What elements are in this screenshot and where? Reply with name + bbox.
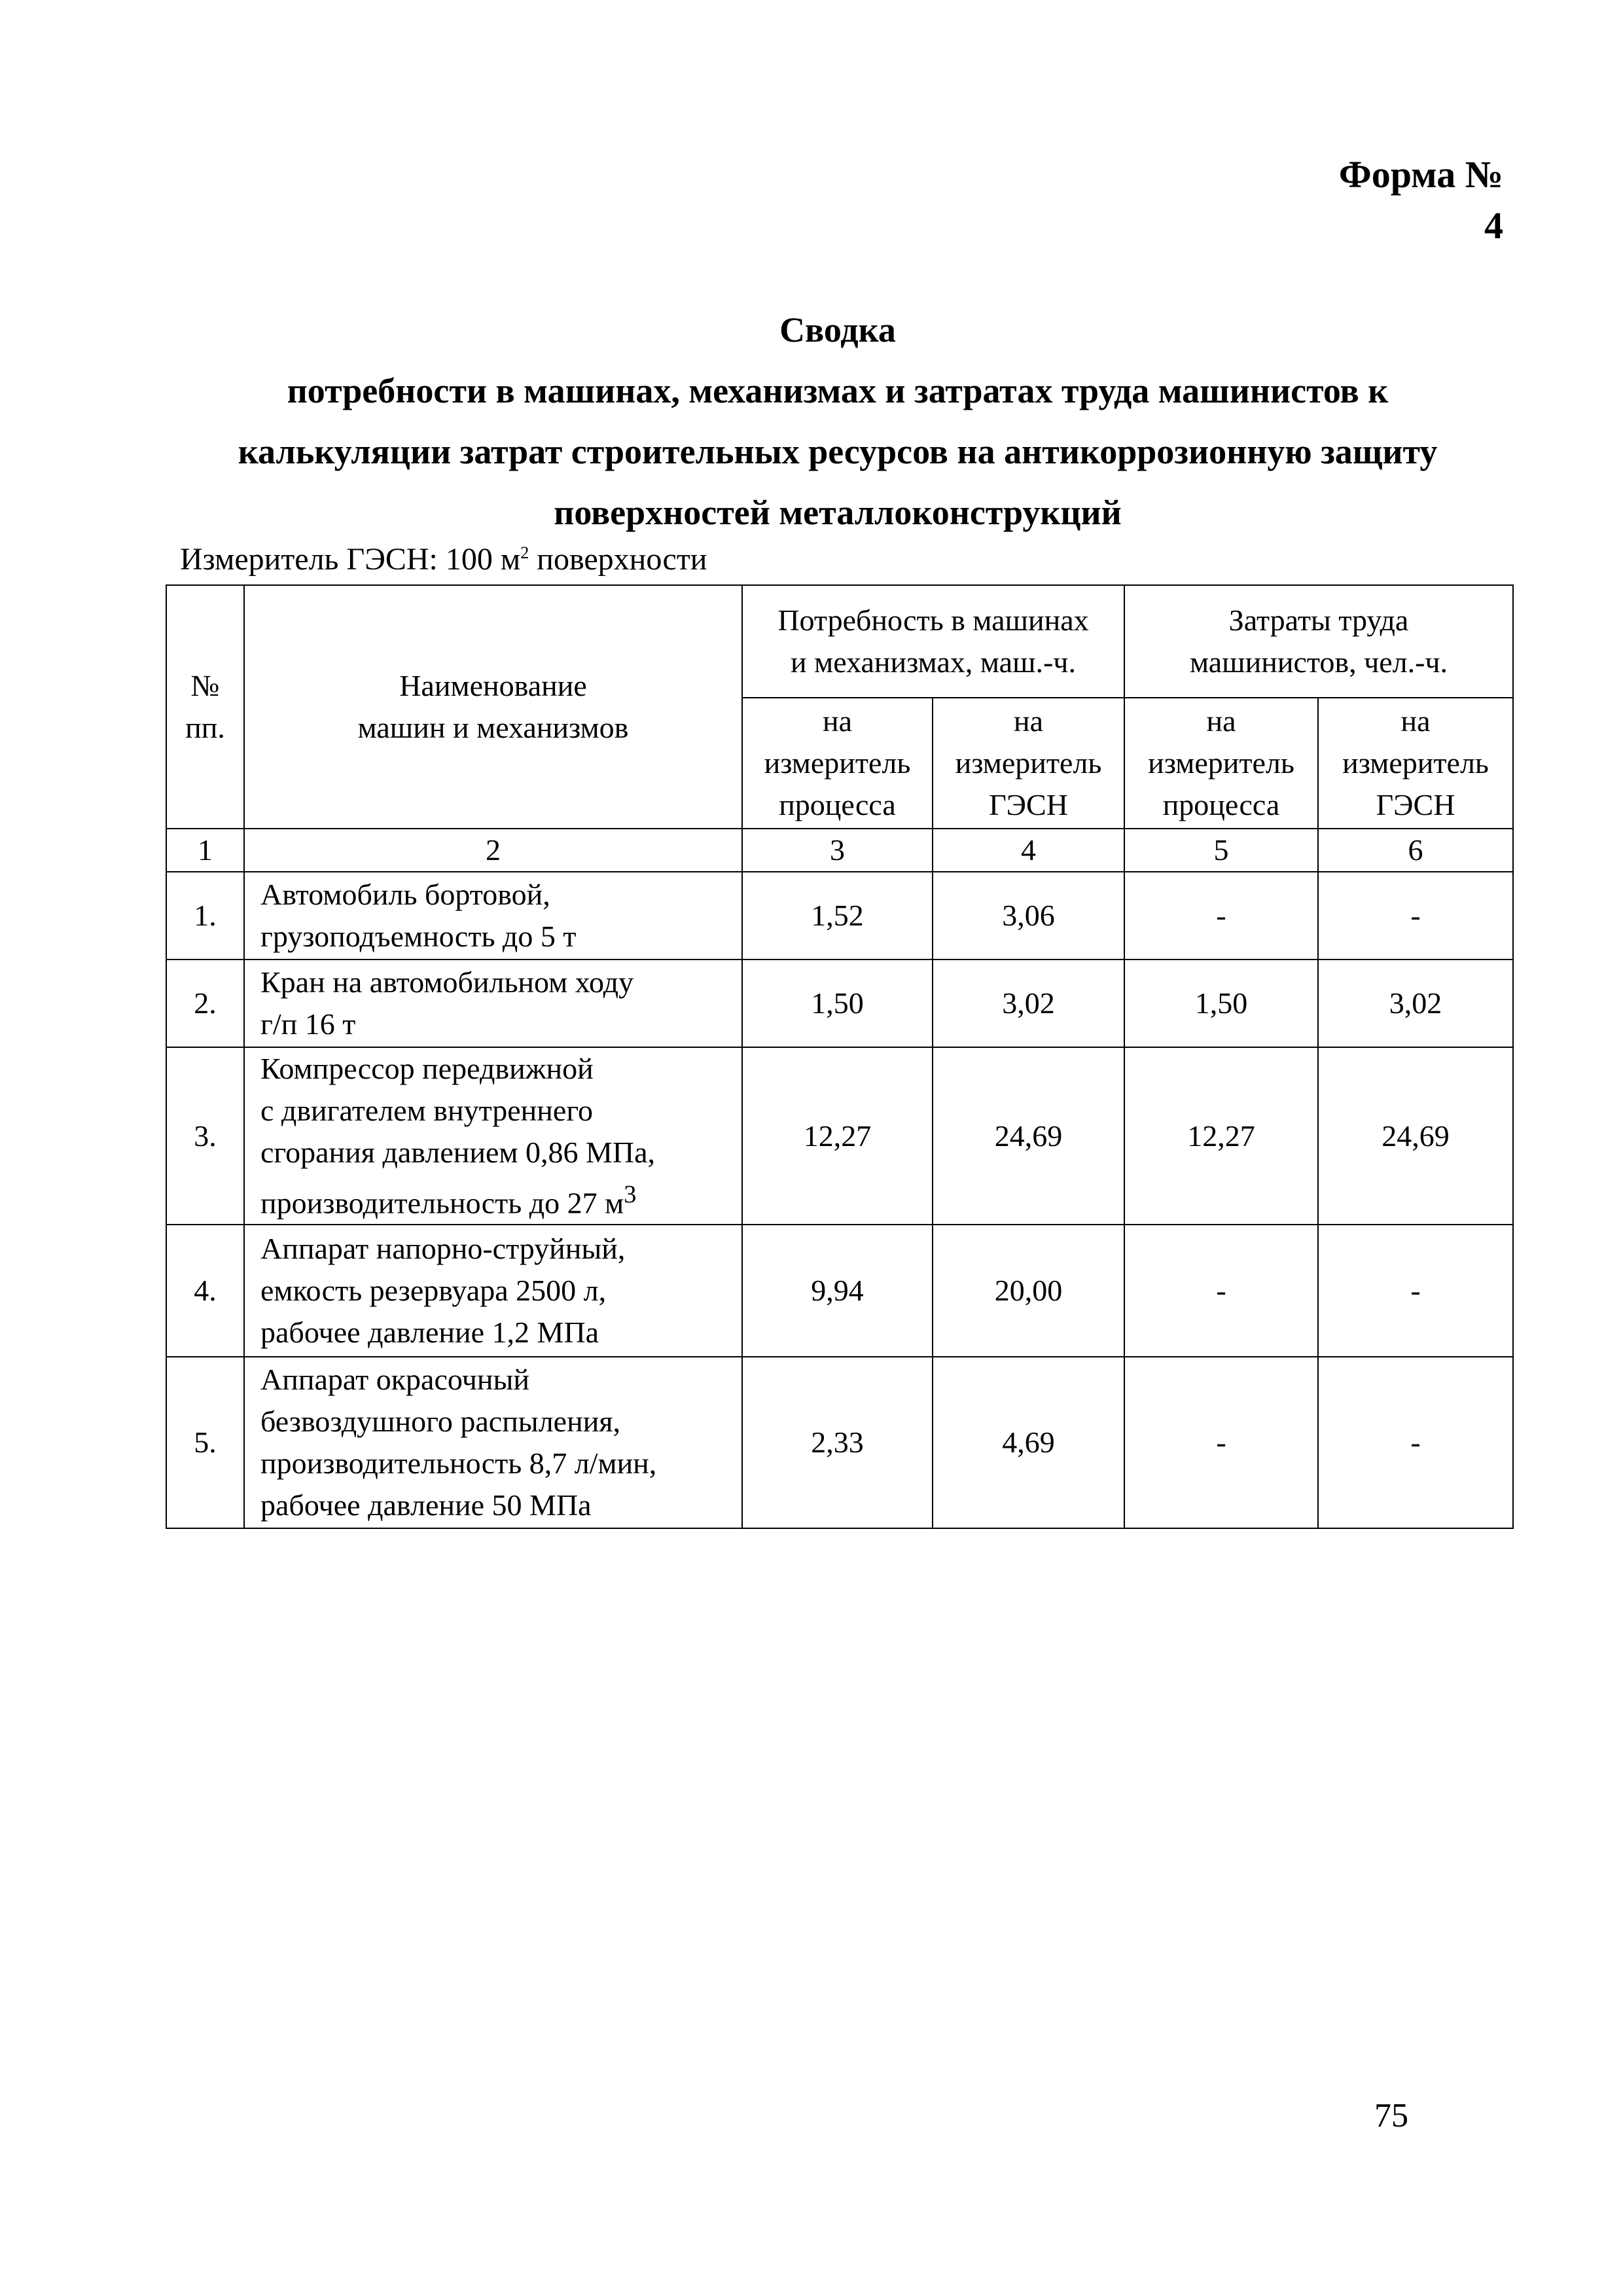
machine-name-text: производительность 8,7 л/мин, bbox=[260, 1446, 657, 1480]
header-need-line: Потребность в машинах bbox=[777, 603, 1089, 637]
subheader-line: ГЭСН bbox=[1376, 788, 1455, 821]
machine-name-line bbox=[260, 1132, 735, 1174]
header-num-line: № bbox=[190, 669, 220, 702]
labor-per-process: - bbox=[1124, 1357, 1318, 1528]
need-per-gesn: 24,69 bbox=[933, 1047, 1124, 1225]
table-row bbox=[166, 1357, 1513, 1528]
subheader-line: на bbox=[1206, 704, 1236, 738]
row-number: 3. bbox=[166, 1047, 244, 1225]
machine-name-line bbox=[260, 874, 735, 916]
labor-per-gesn: - bbox=[1318, 872, 1513, 960]
machine-name-line bbox=[260, 916, 735, 958]
need-per-process: 1,52 bbox=[742, 872, 933, 960]
header-need-line: и механизмах, маш.-ч. bbox=[791, 645, 1076, 679]
labor-per-gesn: - bbox=[1318, 1225, 1513, 1357]
need-per-process: 1,50 bbox=[742, 960, 933, 1047]
machine-name-text: Кран на автомобильном ходу bbox=[260, 965, 634, 999]
labor-per-process: - bbox=[1124, 1225, 1318, 1357]
labor-per-process: - bbox=[1124, 872, 1318, 960]
machine-name-line bbox=[260, 1090, 735, 1132]
machine-name-line bbox=[260, 1312, 735, 1354]
machine-name bbox=[244, 872, 742, 960]
header-labor-line: Затраты труда bbox=[1228, 603, 1409, 637]
machine-name bbox=[244, 1357, 742, 1528]
column-number-row bbox=[166, 829, 1513, 872]
labor-per-gesn: 24,69 bbox=[1318, 1047, 1513, 1225]
machine-name-line bbox=[260, 1401, 735, 1443]
subheader-col-5 bbox=[1124, 698, 1318, 829]
need-per-gesn: 20,00 bbox=[933, 1225, 1124, 1357]
table-row bbox=[166, 1047, 1513, 1225]
subheader-line: измеритель bbox=[955, 746, 1102, 780]
machine-name-line bbox=[260, 1443, 735, 1484]
header-labor bbox=[1124, 585, 1513, 698]
measure-superscript: 2 bbox=[520, 543, 529, 562]
machine-name-text: рабочее давление 1,2 МПа bbox=[260, 1316, 599, 1350]
subheader-col-3 bbox=[742, 698, 933, 829]
column-number: 4 bbox=[933, 829, 1124, 872]
machine-name-text: грузоподъемность до 5 т bbox=[260, 920, 577, 953]
table-row bbox=[166, 1225, 1513, 1357]
form-number-value: 4 bbox=[1484, 204, 1503, 247]
subheader-line: ГЭСН bbox=[989, 788, 1068, 821]
subheader-line: процесса bbox=[779, 788, 896, 821]
need-per-gesn: 4,69 bbox=[933, 1357, 1124, 1528]
machine-name-text: безвоздушного распыления, bbox=[260, 1405, 620, 1439]
row-number: 5. bbox=[166, 1357, 244, 1528]
title-line-4: поверхностей металлоконструкций bbox=[554, 493, 1122, 532]
title-line-2: потребности в машинах, механизмах и затратах труда машинистов к bbox=[287, 371, 1389, 410]
machine-name-line bbox=[260, 1048, 735, 1090]
subheader-line: измеритель bbox=[1342, 746, 1489, 780]
machine-name-line bbox=[260, 1174, 735, 1224]
labor-per-gesn: 3,02 bbox=[1318, 960, 1513, 1047]
table-row bbox=[166, 872, 1513, 960]
title-line-3: калькуляции затрат строительных ресурсов на антикоррозионную защиту bbox=[238, 432, 1438, 471]
machine-name-text: Компрессор передвижной bbox=[260, 1052, 594, 1085]
subheader-line: измеритель bbox=[1148, 746, 1294, 780]
row-number: 1. bbox=[166, 872, 244, 960]
machine-name-text: г/п 16 т bbox=[260, 1007, 356, 1041]
machine-name-line bbox=[260, 961, 735, 1003]
machine-name-text: с двигателем внутреннего bbox=[260, 1094, 594, 1127]
machine-name-text: Аппарат окрасочный bbox=[260, 1363, 529, 1397]
table-row bbox=[166, 960, 1513, 1047]
machine-name-text: Автомобиль бортовой, bbox=[260, 878, 550, 911]
labor-per-gesn: - bbox=[1318, 1357, 1513, 1528]
subheader-col-6 bbox=[1318, 698, 1513, 829]
measure-suffix: поверхности bbox=[529, 542, 707, 577]
machine-name-line bbox=[260, 1270, 735, 1312]
title-line-1: Сводка bbox=[779, 310, 896, 350]
header-name-line: машин и механизмов bbox=[357, 711, 629, 744]
column-number: 1 bbox=[166, 829, 244, 872]
machine-name-text: производительность до 27 м bbox=[260, 1186, 624, 1220]
column-number: 2 bbox=[244, 829, 742, 872]
machine-name-text: Аппарат напорно-струйный, bbox=[260, 1232, 626, 1266]
column-number: 6 bbox=[1318, 829, 1513, 872]
subheader-line: на bbox=[1400, 704, 1431, 738]
machine-name-text: емкость резервуара 2500 л, bbox=[260, 1274, 607, 1308]
row-number: 4. bbox=[166, 1225, 244, 1357]
subheader-line: измеритель bbox=[764, 746, 911, 780]
column-number: 3 bbox=[742, 829, 933, 872]
machine-name bbox=[244, 960, 742, 1047]
labor-per-process: 1,50 bbox=[1124, 960, 1318, 1047]
form-number-label: Форма № bbox=[1338, 153, 1503, 196]
subheader-line: на bbox=[822, 704, 853, 738]
summary-table bbox=[166, 584, 1514, 1529]
labor-per-process: 12,27 bbox=[1124, 1047, 1318, 1225]
row-number: 2. bbox=[166, 960, 244, 1047]
measure-unit bbox=[180, 538, 707, 581]
header-name bbox=[244, 585, 742, 829]
document-title bbox=[131, 300, 1544, 543]
machine-name bbox=[244, 1047, 742, 1225]
subheader-line: процесса bbox=[1162, 788, 1280, 821]
need-per-process: 9,94 bbox=[742, 1225, 933, 1357]
header-num bbox=[166, 585, 244, 829]
need-per-gesn: 3,02 bbox=[933, 960, 1124, 1047]
measure-prefix: Измеритель ГЭСН: 100 м bbox=[180, 542, 521, 577]
machine-name-text: рабочее давление 50 МПа bbox=[260, 1488, 592, 1522]
column-number: 5 bbox=[1124, 829, 1318, 872]
machine-name-line bbox=[260, 1484, 735, 1526]
header-need bbox=[742, 585, 1124, 698]
need-per-gesn: 3,06 bbox=[933, 872, 1124, 960]
header-num-line: пп. bbox=[185, 711, 225, 744]
subheader-col-4 bbox=[933, 698, 1124, 829]
machine-name-line bbox=[260, 1228, 735, 1270]
page-number: 75 bbox=[1374, 2097, 1408, 2134]
header-row-1 bbox=[166, 585, 1513, 698]
machine-name bbox=[244, 1225, 742, 1357]
header-name-line: Наименование bbox=[399, 669, 587, 702]
need-per-process: 2,33 bbox=[742, 1357, 933, 1528]
header-labor-line: машинистов, чел.-ч. bbox=[1189, 645, 1448, 679]
machine-name-text: сгорания давлением 0,86 МПа, bbox=[260, 1136, 656, 1169]
need-per-process: 12,27 bbox=[742, 1047, 933, 1225]
subheader-line: на bbox=[1013, 704, 1044, 738]
unit-superscript: 3 bbox=[624, 1181, 637, 1208]
machine-name-line bbox=[260, 1359, 735, 1401]
form-number bbox=[1339, 149, 1503, 251]
machine-name-line bbox=[260, 1003, 735, 1045]
